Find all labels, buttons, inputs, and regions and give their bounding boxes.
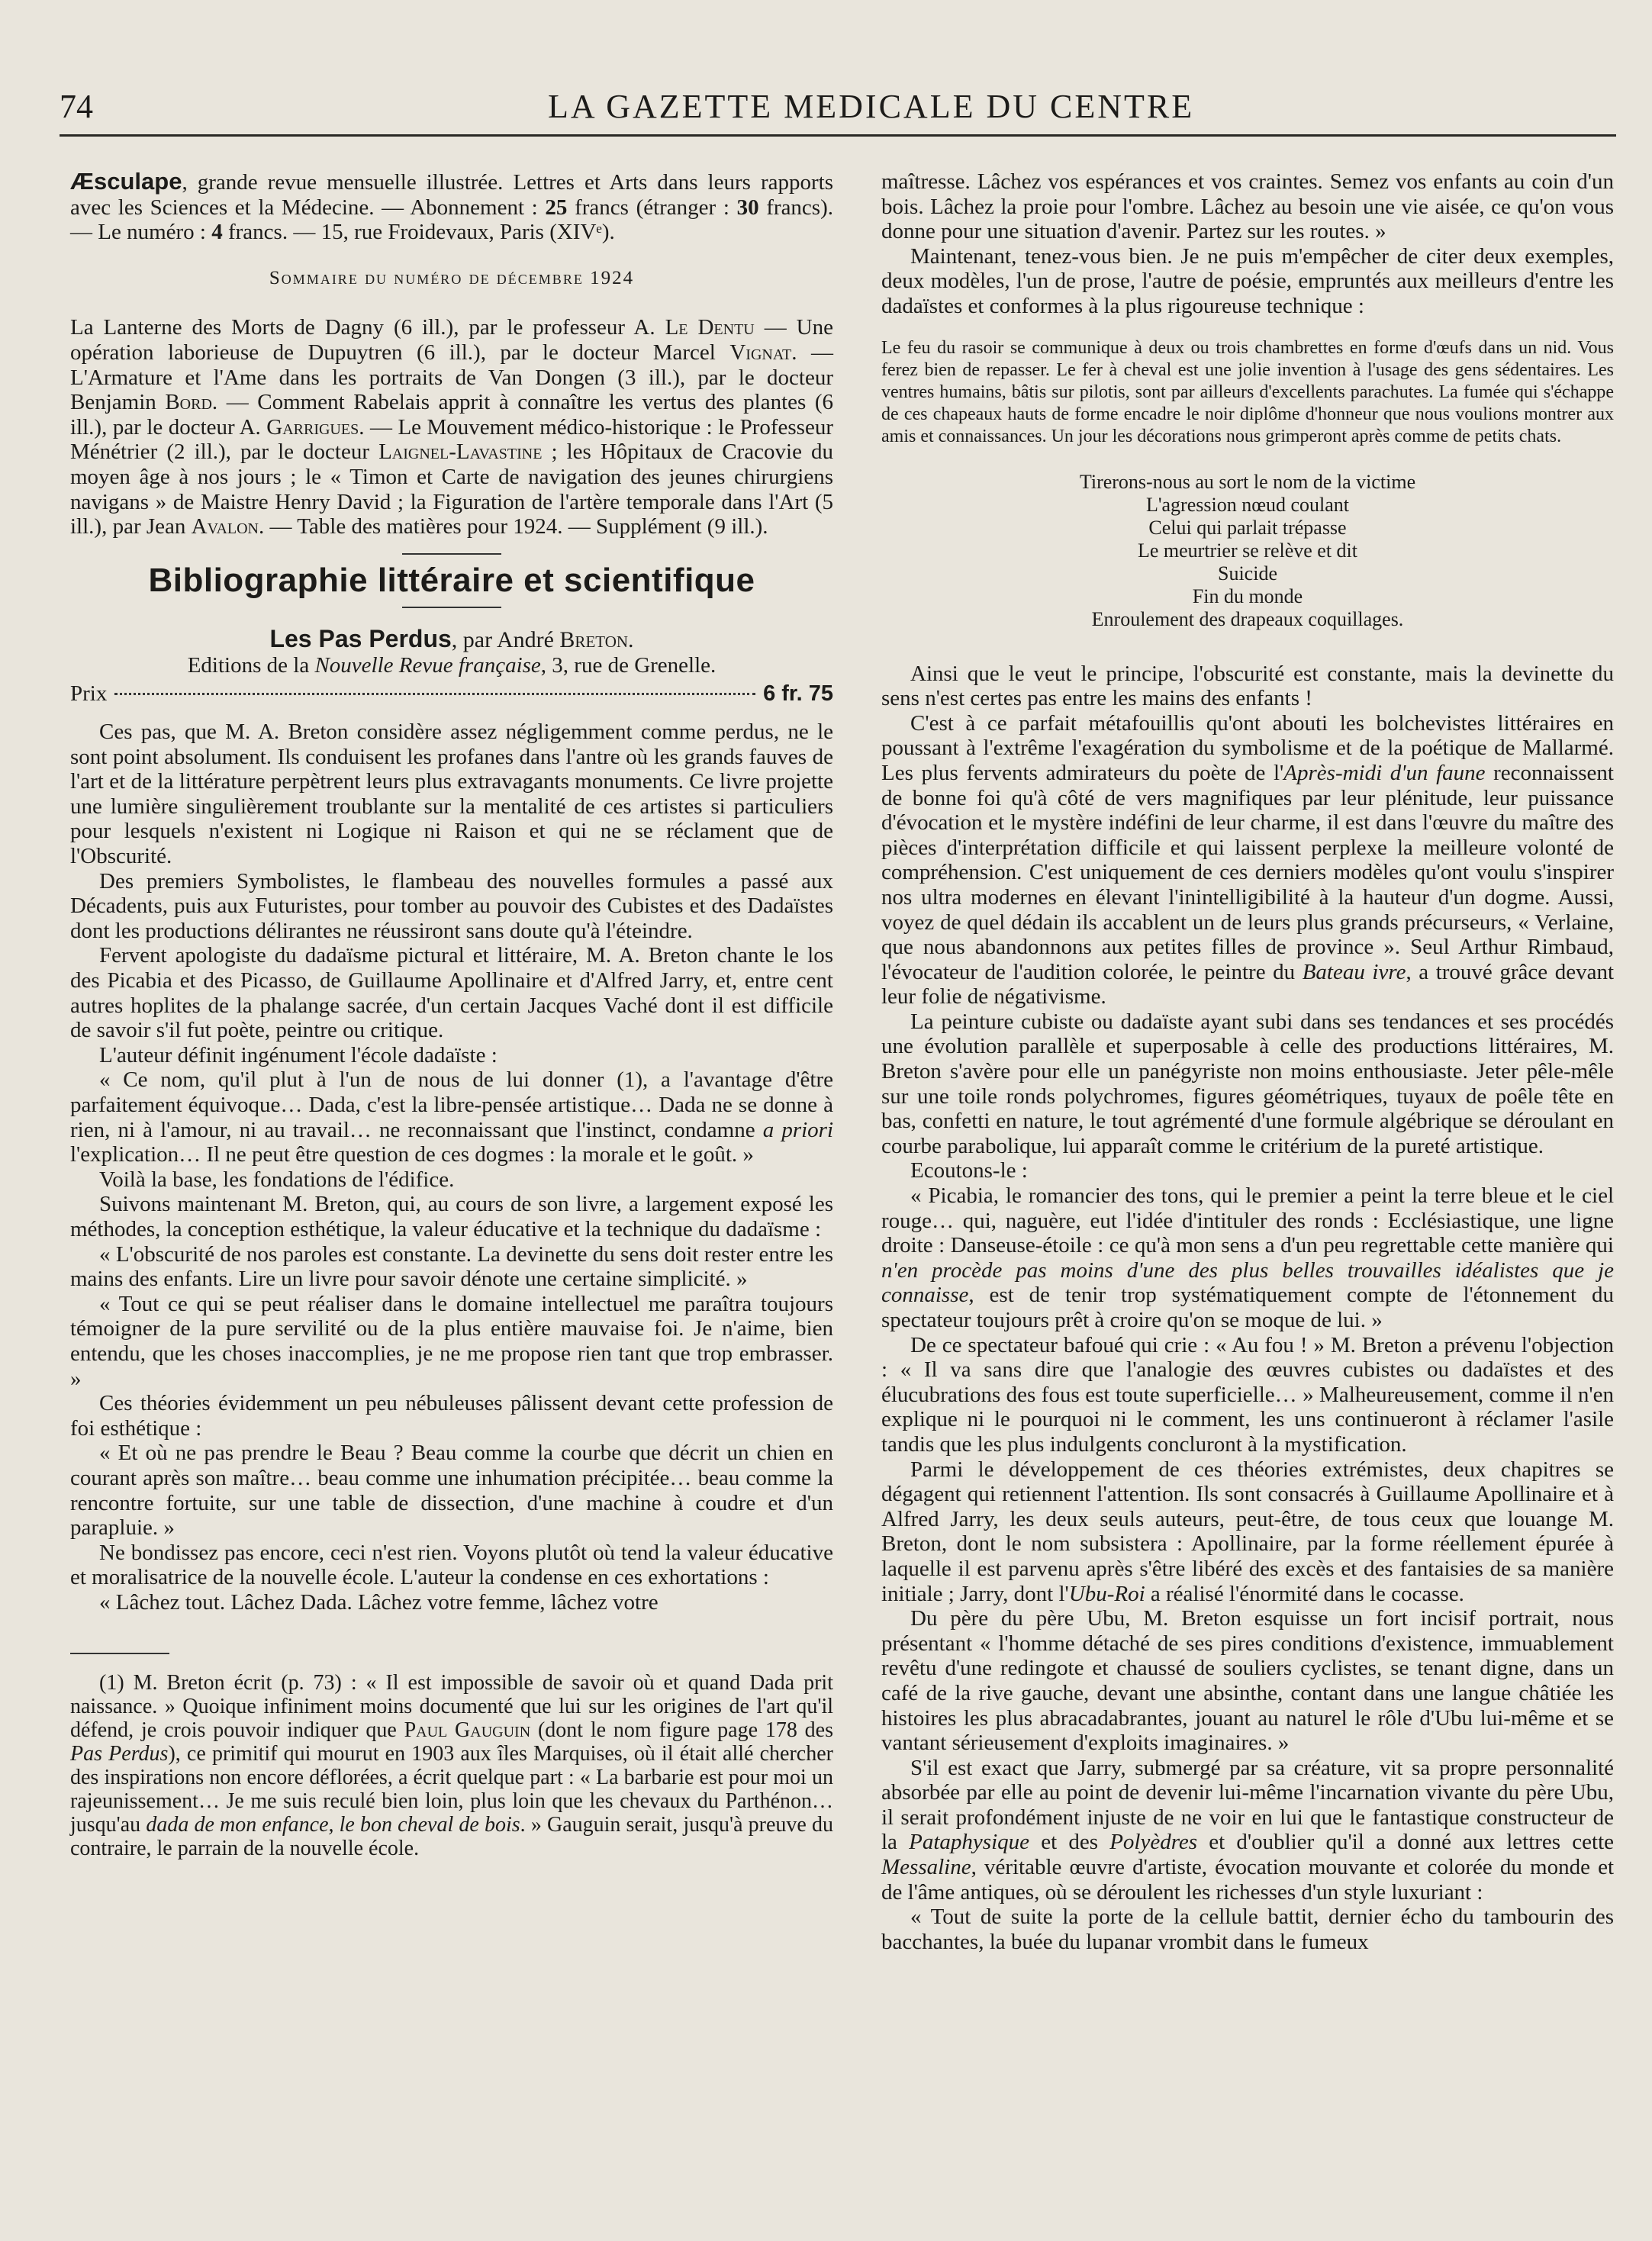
book-end: . [628, 627, 634, 653]
book-author: Breton [559, 627, 629, 653]
paragraph-text: Parmi le développement de ces théories extrémistes, deux chapitres se dégagent qui retiennent l'attention. Ils sont consacrés à Guillaume Apollinaire et à Alfred Jarry, les deux seuls auteurs, peut-être, de tous ceux que louange M. Breton, dont le nom subsistera : Apollinaire, par la forme réellement épurée à laquelle il est parvenu après s'être libéré des excès et des fantaisies de sa manière initiale ; Jarry, dont l' [881, 1457, 1614, 1606]
paragraph: Fervent apologiste du dadaïsme pictural et littéraire, M. A. Breton chante le los des Picabia et des Picasso, de Guillaume Apollinaire et d'Alfred Jarry, et, entre cent autres hoplites de la phalange sacrée, d'un certain Jacques Vaché dont il est difficile de savoir s'il fut poète, peintre ou critique. [70, 943, 833, 1043]
section-title: Bibliographie littéraire et scientifique [148, 561, 755, 599]
page-number: 74 [60, 88, 93, 125]
sommaire-title: Sommaire du numéro de décembre 1924 [269, 267, 635, 288]
quote-italic: n'en procède pas moins d'une des plus belles trouvailles idéalistes que je connaisse [881, 1257, 1614, 1308]
author-name: Vignat [729, 340, 792, 365]
author-name: Avalon [191, 514, 259, 539]
paragraph: Ne bondissez pas encore, ceci n'est rien. Voyons plutôt où tend la valeur éducative et moralisatrice de la nouvelle école. L'auteur la condense en ces exhortations : [70, 1540, 833, 1590]
notice-text: francs. — 15, rue Froidevaux, Paris (XIVᵉ). [222, 220, 615, 245]
work-title: Polyèdres [1109, 1830, 1198, 1855]
sommaire-contents [70, 315, 833, 539]
sommaire-text: La Lanterne des Morts de Dagny (6 ill.), par le professeur A. [70, 315, 665, 340]
sommaire-text: . — Le Mouvement médico-historique : le Professeur Ménétrier (2 ill.), par le docteur [70, 414, 833, 465]
author-name: Bord [165, 390, 212, 415]
page-header [60, 82, 1616, 136]
paragraph: Ces pas, que M. A. Breton considère assez négligemment comme perdus, ne le sont point absolument. Ils conduisent les profanes dans l'antre où les grands fauves de l'art et de la littérature perpètrent leurs plus extravagants monuments. Ce livre projette une lumière singulièrement troublante sur la mentalité de ces artistes si particuliers pour lesquels n'existent ni Logique ni Raison et qui ne se réclament que de l'Obscurité. [70, 720, 833, 869]
sommaire-text: . — Comment Rabelais apprit à connaître les vertus des plantes (6 ill.), par le docteur A. [70, 390, 834, 440]
excerpt-text: Le feu du rasoir se communique à deux ou trois chambrettes en forme d'œufs dans un nid. Vous ferez bien de repasser. Le fer à cheval est une jolie invention à l'usage des gens sédentaires. Les ventres humains, bâtis sur pilotis, sont par ailleurs d'excellents parachutes. La fumée qui s'échappe de ces chapeaux hauts de forme encadre le noir diplôme d'honneur que nous voulions montrer aux amis et connaissances. Un jour les décorations nous grimperont après comme de petits chats. [881, 337, 1614, 446]
section-rule [402, 553, 501, 555]
subscription-price: 25 [545, 195, 568, 220]
paragraph-text: reconnaissent de bonne foi qu'à côté de vers magnifiques par leur plénitude, leur puissance d'évocation et le mystère indéfini de leur charme, il est dans l'œuvre du maître des pièces d'interprétation difficile et qui laissent perplexe la meilleure volonté de compréhension. C'est uniquement de ces derniers modèles qu'ont voulu s'inspirer nos ultra modernes en élevant l'inintelligibilité à la hauteur d'un dogme. Aussi, voyez de quel dédain ils accablent un de leurs plus grands précurseurs, « Verlaine, que nous abandonnons aux petites filles de province ». Seul Arthur Rimbaud, l'évocateur de l'audition colorée, le peintre du [881, 760, 1614, 984]
notice-text: francs (étranger : [567, 195, 737, 220]
sommaire-text: — Une opération laborieuse de Dupuytren (6 ill.), par le docteur Marcel [70, 315, 833, 365]
author-name: Garrigues [266, 414, 359, 440]
paragraph [881, 1756, 1614, 1905]
paragraph: Ecoutons-le : [910, 1158, 1028, 1183]
poem-line: Le meurtrier se relève et dit [1137, 539, 1358, 562]
poem-line: Suicide [1218, 562, 1277, 584]
notice-text: francs). — Le numéro : [70, 195, 834, 245]
dot-leader [114, 693, 755, 695]
paragraph: Voilà la base, les fondations de l'édifice. [99, 1167, 455, 1192]
paragraph: Suivons maintenant M. Breton, qui, au cours de son livre, a largement exposé les méthodes, la conception esthétique, la valeur éducative et la technique du dadaïsme : [70, 1192, 833, 1241]
price-line [70, 681, 833, 707]
quote-text: , est de tenir trop systématiquement compte de l'étonnement du spectateur toujours prêt à croire qu'on se moque de lui. » [881, 1283, 1614, 1332]
quote-text: « Picabia, le romancier des tons, qui le premier a peint la terre bleue et le ciel rouge… qui, naguère, eut l'idée d'intituler des ronds : Ecclésiastique, une ligne droite : Danseuse-étoile : ce qu'à mon sens a d'un peu regrettable cette manière qui [881, 1183, 1614, 1258]
issue-price: 4 [211, 220, 223, 245]
quote-paragraph: « Et où ne pas prendre le Beau ? Beau comme la courbe que décrit un chien en courant après son maître… beau comme une inhumation précipitée… beau comme la rencontre fortuite, sur une table de dissection, d'une machine à coudre et d'un parapluie. » [70, 1441, 833, 1541]
paragraph-text: a réalisé l'énormité dans le cocasse. [1145, 1581, 1464, 1606]
poem-line: Celui qui parlait trépasse [1148, 516, 1347, 539]
quote-paragraph: « Tout ce qui se peut réaliser dans le domaine intellectuel me paraîtra toujours témoigner de la pure servilité ou de la plus entière mauvaise foi. Je n'aime, bien entendu, que les choses inaccomplies, je ne me propose rien tant que trop embrasser. » [70, 1291, 833, 1391]
poem-line: Enroulement des drapeaux coquillages. [1091, 607, 1404, 630]
publisher-name: Nouvelle Revue française [314, 652, 541, 678]
work-title: Messaline [881, 1855, 971, 1880]
book-title: Les Pas Perdus [269, 625, 452, 653]
footnote-italic: Pas Perdus [70, 1742, 169, 1766]
left-column [70, 169, 833, 1860]
poem-line: Fin du monde [1192, 584, 1303, 607]
sommaire-text: . — L'Armature et l'Ame dans les portraits de Van Dongen (3 ill.), par le docteur Benjamin [70, 340, 834, 415]
quote-paragraph: maîtresse. Lâchez vos espérances et vos craintes. Semez vos enfants au coin d'un bois. Lâchez la proie pour l'ombre. Lâchez au besoin une vie aisée, ce qu'on vous donne pour une situation d'avenir. Partez sur les routes. » [881, 169, 1614, 244]
quote-paragraph: « Tout de suite la porte de la cellule battit, dernier écho du tambourin des bacchantes, la buée du lupanar vrombit dans le fumeux [881, 1905, 1614, 1954]
paragraph-text: , véritable œuvre d'artiste, évocation mouvante et colorée du monde et de l'âme antiques, où se déroulent les richesses d'un style luxuriant : [881, 1855, 1614, 1905]
paragraph: Ces théories évidemment un peu nébuleuses pâlissent devant cette profession de foi esthétique : [70, 1391, 833, 1441]
quote-paragraph [70, 1067, 833, 1167]
paragraph: L'auteur définit ingénument l'école dadaïste : [99, 1042, 498, 1067]
paragraph: Maintenant, tenez-vous bien. Je ne puis m'empêcher de citer deux exemples, deux modèles, l'un de prose, l'autre de poésie, empruntés aux meilleurs d'entre les dadaïstes et conformes à la plus rigoureuse technique : [881, 243, 1614, 318]
publisher-address: , 3, rue de Grenelle. [540, 652, 717, 678]
running-title: LA GAZETTE MEDICALE DU CENTRE [548, 88, 1195, 125]
sommaire-text: . — Table des matières pour 1924. — Supplément (9 ill.). [259, 514, 768, 539]
paragraph: Des premiers Symbolistes, le flambeau des nouvelles formules a passé aux Décadents, puis aux Futuristes, pour tomber au pouvoir des Cubistes et des Dadaïstes dont les productions délirantes ne réussiront sans doute qu'à l'éteindre. [70, 868, 833, 943]
poem-line: Tirerons-nous au sort le nom de la victime [1079, 470, 1416, 493]
quote-text: l'explication… Il ne peut être question de ces dogmes : la morale et le goût. » [70, 1142, 754, 1167]
paragraph [881, 711, 1614, 1009]
paragraph: Ainsi que le veut le principe, l'obscurité est constante, mais la devinette du sens n'est certes pas entre les mains des enfants ! [881, 661, 1614, 711]
publisher-text: Editions de la [187, 652, 315, 678]
book-by: , par André [451, 627, 560, 653]
section-rule [402, 607, 501, 608]
right-column [881, 169, 1614, 1954]
magazine-name: Æsculape [70, 168, 182, 195]
footnote-text: (dont le nom figure page 178 des [530, 1718, 834, 1743]
work-title: Après-midi d'un faune [1283, 760, 1486, 785]
work-title: Pataphysique [909, 1830, 1029, 1855]
paragraph [881, 1457, 1614, 1607]
work-title: Bateau ivre [1302, 959, 1406, 984]
footnote-name: Paul Gauguin [404, 1718, 531, 1743]
footnote [70, 1671, 833, 1860]
footnote-text: (1) M. Breton écrit (p. 73) : « Il est impossible de savoir où et quand Dada prit naissance. » Quoique infiniment moins documenté que lui sur les origines de l'art qu'il défend, je crois pouvoir indiquer que [70, 1671, 833, 1743]
paragraph-text: , a trouvé grâce devant leur folie de négativisme. [881, 959, 1615, 1009]
author-name: Le Dentu [665, 315, 755, 340]
paragraph-text: C'est à ce parfait métafouillis qu'ont abouti les bolchevistes littéraires en poussant à l'extrême l'exagération du symbolisme et de la poétique de Mallarmé. Les plus fervents admirateurs du poète de l' [881, 710, 1614, 785]
book-title-line [70, 626, 833, 653]
paragraph: La peinture cubiste ou dadaïste ayant subi dans ses tendances et ses procédés une évolution parallèle et superposable à celle des productions littéraires, M. Breton s'avère pour elle un panégyriste non moins enthousiaste. Jeter pêle-mêle sur une toile ronds polychromes, figures géométriques, tuyaux de poêle tête en bas, confetti en nature, le tout agrémenté d'une formule algébrique se déroulant en courbe parabolique, lui apparaît comme le critérium de la pureté artistique. [881, 1009, 1614, 1158]
poem [881, 471, 1614, 631]
footnote-italic: dada de mon enfance, le bon cheval de bois [146, 1813, 520, 1837]
paragraph-text: et des [1029, 1830, 1110, 1855]
aesculape-notice [70, 169, 833, 245]
footnote-text: . » Gauguin serait, jusqu'à preuve du contraire, le parrain de la nouvelle école. [70, 1813, 833, 1861]
foreign-price: 30 [736, 195, 759, 220]
footnote-rule [70, 1653, 169, 1654]
book-publisher-line [70, 653, 833, 678]
paragraph: Du père du père Ubu, M. Breton esquisse un fort incisif portrait, nous présentant « l'homme détaché de ses pires conditions d'existence, immuablement revêtu d'une redingote et chaussé de souliers cyclistes, se tenant digne, dans un café de la rive gauche, devant une absinthe, contant dans une langue châtiée les histoires les plus abracadabrantes, jouant au naturel le rôle d'Ubu lui-même et se vantant sérieusement d'exploits imaginaires. » [881, 1606, 1614, 1756]
price-label: Prix [70, 681, 108, 706]
paragraph: De ce spectateur bafoué qui crie : « Au fou ! » M. Breton a prévenu l'objection : « Il va sans dire que l'analogie des œuvres cubistes ou dadaïstes et des élucubrations des fous est toute superficielle… » Malheureusement, comme il n'en explique ni le pourquoi ni le comment, les uns continueront à réclamer l'asile tandis que les plus indulgents concluront à la mystification. [881, 1332, 1614, 1457]
paragraph-text: S'il est exact que Jarry, submergé par sa créature, vit sa propre personnalité absorbée par elle au point de devenir lui-même l'incarnation vivante du père Ubu, il serait profondément injuste de ne voir en lui que le fantastique constructeur de la [881, 1755, 1614, 1855]
footnote-text: ), ce primitif qui mourut en 1903 aux îles Marquises, où il était allé chercher des inspirations non encore déflorées, a écrit quelque part : « La barbarie est pour moi un rajeunissement… Je me suis reculé bien loin, plus loin que les chevaux du Parthénon… jusqu'au [70, 1742, 833, 1837]
paragraph-text: et d'oublier qu'il a donné aux lettres cette [1197, 1830, 1614, 1855]
author-name: Laignel-Lavastine [378, 440, 543, 465]
notice-text: , grande revue mensuelle illustrée. Lettres et Arts dans leurs rapports avec les Sciences et la Médecine. — Abonnement : [70, 170, 833, 220]
header-rule [60, 134, 1616, 137]
prose-excerpt [881, 337, 1614, 448]
quote-italic: a priori [762, 1117, 833, 1142]
quote-paragraph [881, 1183, 1614, 1333]
sommaire-text: ; les Hôpitaux de Cracovie du moyen âge à nos jours ; le « Timon et Carte de navigation des jeunes chirurgiens navigans » de Maistre Henry David ; la Figuration de l'artère temporale dans l'Art (5 ill.), par Jean [70, 440, 834, 539]
work-title: Ubu-Roi [1068, 1581, 1145, 1606]
quote-paragraph: « Lâchez tout. Lâchez Dada. Lâchez votre femme, lâchez votre [99, 1589, 659, 1615]
poem-line: L'agression nœud coulant [1145, 493, 1350, 516]
book-price: 6 fr. 75 [763, 681, 833, 706]
quote-text: « Ce nom, qu'il plut à l'un de nous de lui donner (1), a l'avantage d'être parfaitement équivoque… Dada, c'est la libre-pensée artistique… Dada ne se donne à rien, ni à l'amour, ni au travail… ne reconnaissant que l'instinct, condamne [70, 1067, 833, 1142]
quote-paragraph: « L'obscurité de nos paroles est constante. La devinette du sens doit rester entre les mains des enfants. Lire un livre pour savoir dénote une certaine simplicité. » [70, 1241, 833, 1292]
